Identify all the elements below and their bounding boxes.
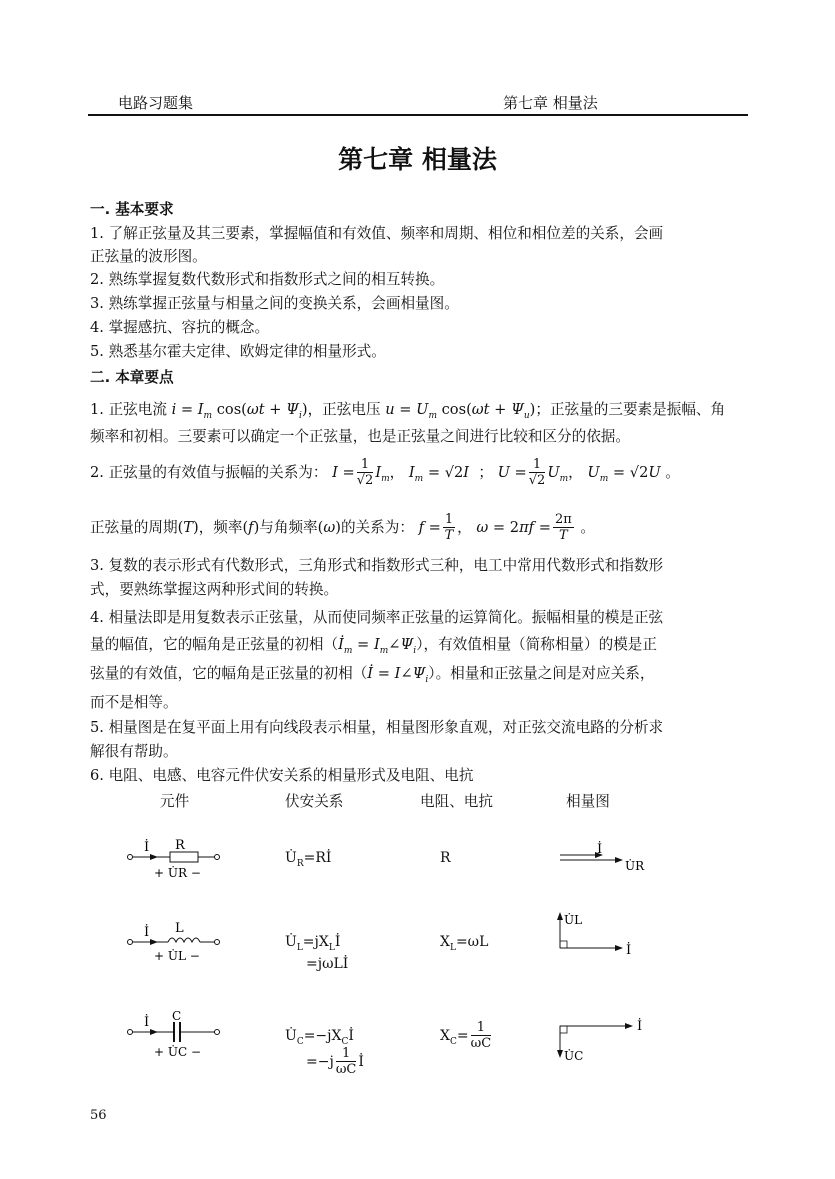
svg-text:+ U̇C −: + U̇C −	[154, 1045, 202, 1059]
reactance-c: $X_C=$ $\frac{1}{\omega C}$	[440, 1020, 492, 1051]
header-rule	[88, 114, 748, 116]
element-label-r: R	[175, 838, 185, 853]
reactance-l: $X_L=\omega L$	[440, 934, 489, 953]
req-item-3: 3. 熟练掌握正弦量与相量之间的变换关系，会画相量图。	[90, 295, 459, 312]
point-5b: 解很有帮助。	[90, 743, 178, 760]
req-item-1: 1. 了解正弦量及其三要素，掌握幅值和有效值、频率和周期、相位和相位差的关系，会画	[90, 225, 664, 242]
phasor-diagram-l	[550, 908, 640, 963]
svg-text:+ U̇R −: + U̇R −	[154, 866, 201, 880]
section1-heading: 一. 基本要求	[90, 201, 174, 218]
svg-text:+ U̇L −: + U̇L −	[154, 949, 200, 963]
header-right: 第七章 相量法	[503, 94, 598, 112]
svg-text:İ: İ	[626, 943, 632, 958]
point-1b: 频率和初相。三要素可以确定一个正弦量，也是正弦量之间进行比较和区分的依据。	[90, 428, 630, 445]
header-left: 电路习题集	[118, 94, 194, 112]
relation-r: $U̇_R=Rİ$	[285, 850, 332, 869]
resistor-circuit	[120, 835, 230, 885]
relation-c-2: =−j $\frac{1}{\omega C}$ İ	[306, 1046, 364, 1077]
page-number: 56	[90, 1108, 107, 1123]
inductor-circuit	[120, 920, 230, 970]
col-header-relation: 伏安关系	[285, 793, 344, 810]
point-4d: 而不是相等。	[90, 694, 178, 711]
col-header-element: 元件	[160, 793, 190, 810]
svg-text:İ: İ	[144, 1015, 150, 1030]
reactance-r: R	[440, 850, 451, 866]
point-2b: 正弦量的周期(T)，频率(f)与角频率(ω)的关系为： f = $\frac{1}{T}$ ， ω = 2πf = $\frac{2\pi}{T}$ 。	[90, 512, 595, 543]
chapter-title: 第七章 相量法	[338, 145, 497, 174]
phasor-diagram-r	[555, 840, 645, 880]
phasor-diagram-c	[550, 1012, 650, 1067]
req-item-4: 4. 掌握感抗、容抗的概念。	[90, 319, 270, 336]
svg-text:U̇R: U̇R	[625, 859, 645, 873]
capacitor-circuit	[120, 1010, 230, 1065]
req-item-5: 5. 熟悉基尔霍夫定律、欧姆定律的相量形式。	[90, 343, 386, 360]
element-label-c: C	[172, 1010, 182, 1023]
col-header-reactance: 电阻、电抗	[420, 793, 493, 810]
svg-text:İ: İ	[144, 840, 150, 855]
point-4: 4. 相量法即是用复数表示正弦量，从而使同频率正弦量的运算简化。振幅相量的模是正弦	[90, 609, 664, 626]
point-6: 6. 电阻、电感、电容元件伏安关系的相量形式及电阻、电抗	[90, 767, 474, 784]
relation-c-1: $U̇_C=-jX_Cİ$	[285, 1028, 354, 1047]
req-item-1b: 正弦量的波形图。	[90, 248, 207, 265]
svg-text:U̇L: U̇L	[564, 913, 583, 927]
section2-heading: 二. 本章要点	[90, 369, 174, 386]
element-label-l: L	[175, 921, 184, 936]
point-1: 1. 正弦电流 $i = I_m$ $\cos(\omega t + \Psi_i)$，正弦电压 $u = U_m$ $\cos(\omega t + \Psi_u)$；正弦量的三要素是振幅、角	[90, 401, 726, 421]
point-4b: 量的幅值，它的幅角是正弦量的初相（$İ_m$ = $I_m\angle\Psi_i$），有效值相量（简称相量）的模是正	[90, 636, 657, 656]
relation-l-1: $U̇_L=jX_Lİ$	[285, 934, 341, 953]
point-2: 2. 正弦量的有效值与振幅的关系为： I = $\frac{1}{√2}$ $I_m$， $I_m = √2I$ ； U = $\frac{1}{√2}$ $U_m$， $U_m = √2U$ 。	[90, 457, 680, 488]
svg-text:İ: İ	[597, 842, 603, 857]
svg-text:İ: İ	[144, 925, 150, 940]
req-item-2: 2. 熟练掌握复数代数形式和指数形式之间的相互转换。	[90, 271, 445, 288]
svg-text:İ: İ	[637, 1019, 643, 1034]
point-3: 3. 复数的表示形式有代数形式，三角形式和指数形式三种，电工中常用代数形式和指数形	[90, 557, 664, 574]
point-3b: 式，要熟练掌握这两种形式间的转换。	[90, 581, 339, 598]
svg-text:U̇C: U̇C	[564, 1049, 584, 1063]
relation-l-2: =jωLİ	[306, 956, 349, 972]
point-4c: 弦量的有效值，它的幅角是正弦量的初相（İ = $I\angle\Psi_i$）。相量和正弦量之间是对应关系，	[90, 665, 655, 685]
col-header-phasor: 相量图	[566, 793, 610, 810]
point-5: 5. 相量图是在复平面上用有向线段表示相量，相量图形象直观，对正弦交流电路的分析求	[90, 719, 664, 736]
